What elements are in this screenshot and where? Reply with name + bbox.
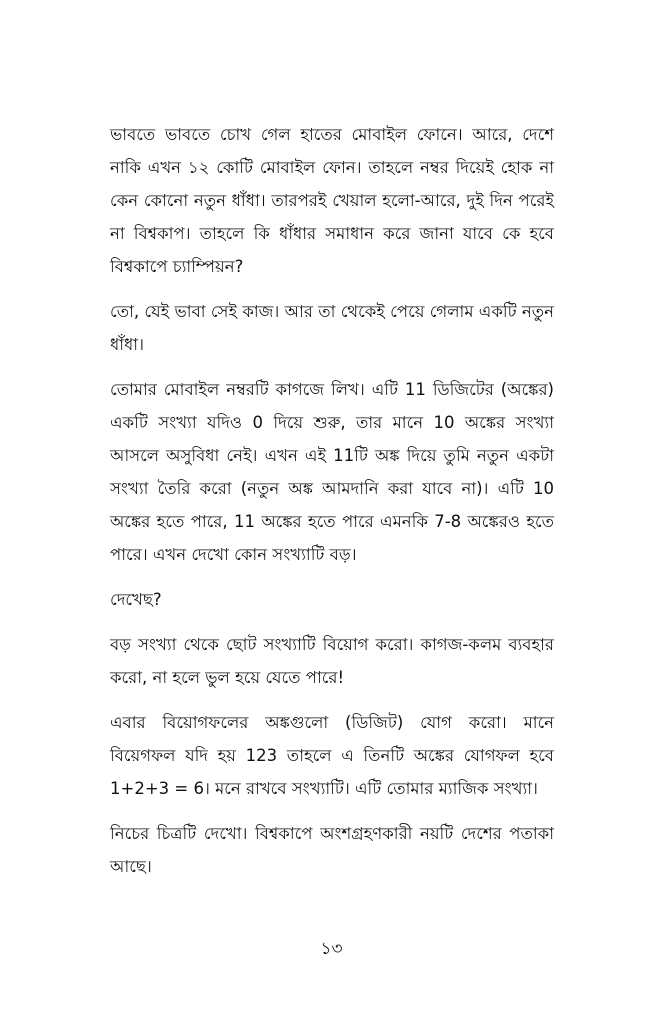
paragraph-digit-sum: এবার বিয়োগফলের অঙ্কগুলো (ডিজিট) যোগ করো। মানে বিয়েগফল যদি হয় 123 তাহলে এ তিনটি অঙ্কের যোগফল হবে 1+2+3 = 6। মনে রাখবে সংখ্যাটি। এটি তোমার ম্যাজিক সংখ্যা। [110, 713, 554, 798]
page-number: ১৩ [320, 939, 343, 959]
paragraph-flags: নিচের চিত্রটি দেখো। বিশ্বকাপে অংশগ্রহণকারী নয়টি দেশের পতাকা আছে। [110, 824, 554, 876]
page-body [110, 118, 554, 895]
paragraph-new-puzzle: তো, যেই ভাবা সেই কাজ। আর তা থেকেই পেয়ে গেলাম একটি নতুন ধাঁধা। [110, 302, 554, 354]
paragraph-subtract: বড় সংখ্যা থেকে ছোট সংখ্যাটি বিয়োগ করো। কাগজ-কলম ব্যবহার করো, না হলে ভুল হয়ে যেতে পারে! [110, 635, 554, 687]
paragraph-intro: ভাবতে ভাবতে চোখ গেল হাতের মোবাইল ফোনে। আরে, দেশে নাকি এখন ১২ কোটি মোবাইল ফোন। তাহলে নম্বর দিয়েই হোক না কেন কোনো নতুন ধাঁধা। তারপরই খেয়াল হলো-আরে, দুই দিন পরেই না বিশ্বকাপ। তাহলে কি ধাঁধার সমাধান করে জানা যাবে কে হবে বিশ্বকাপে চ্যাম্পিয়ন? [110, 125, 554, 276]
paragraph-write-number: তোমার মোবাইল নম্বরটি কাগজে লিখ। এটি 11 ডিজিটের (অঙ্কের) একটি সংখ্যা যদিও 0 দিয়ে শুরু, তার মানে 10 অঙ্কের সংখ্যা আসলে অসুবিধা নেই। এখন এই 11টি অঙ্ক দিয়ে তুমি নতুন একটা সংখ্যা তৈরি করো (নতুন অঙ্ক আমদানি করা যাবে না)। এটি 10 অঙ্কের হতে পারে, 11 অঙ্কের হতে পারে এমনকি 7-8 অঙ্কেরও হতে পারে। এখন দেখো কোন সংখ্যাটি বড়। [110, 380, 554, 564]
paragraph-seen: দেখেছ? [110, 590, 162, 609]
